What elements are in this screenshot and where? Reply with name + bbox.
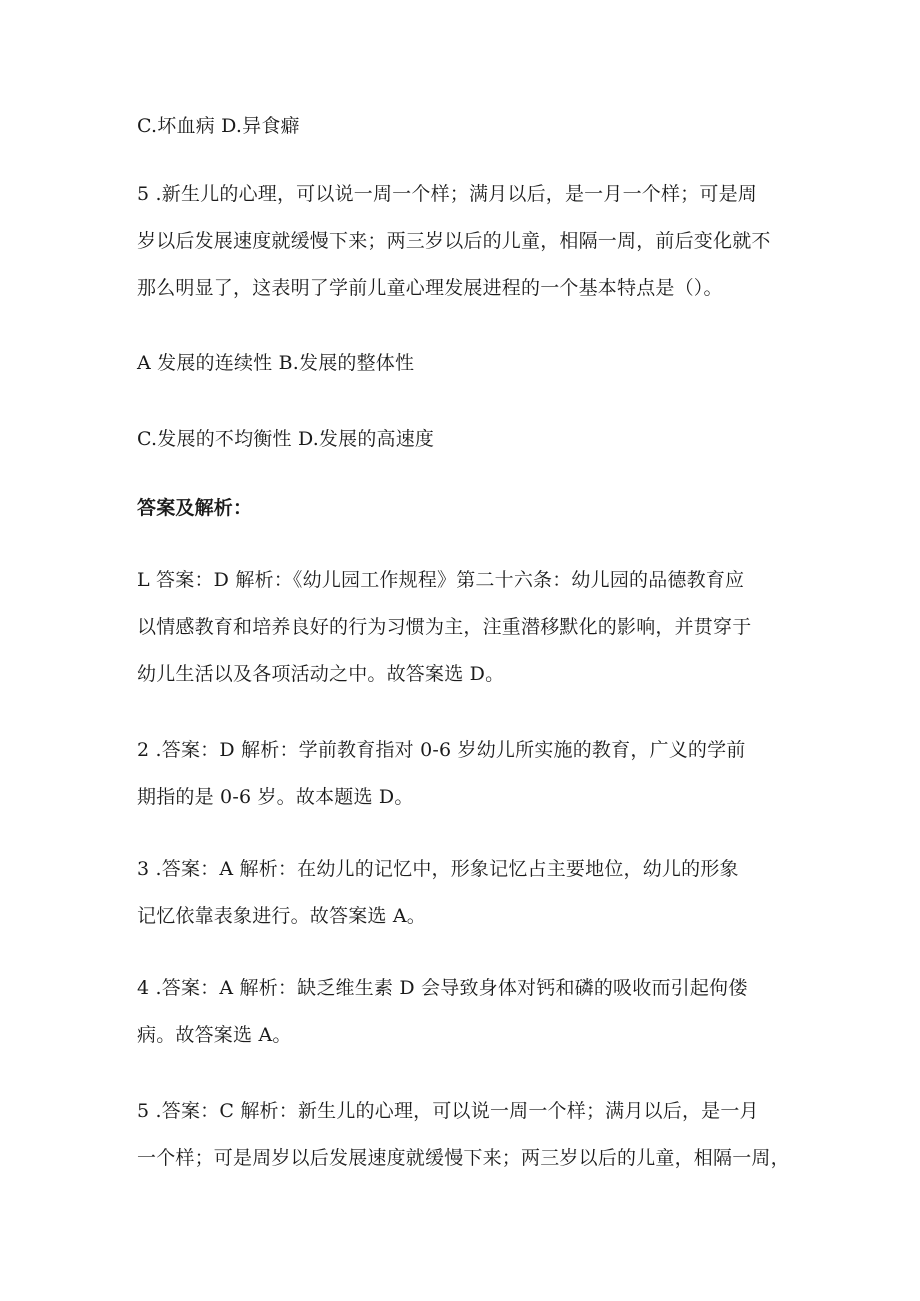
answer-5-line-1: 5 .答案：C 解析：新生儿的心理，可以说一周一个样；满月以后，是一月 — [137, 1100, 759, 1122]
answer-2-line-2: 期指的是 0-6 岁。故本题选 D。 — [137, 786, 414, 808]
answer-1-line-1: L 答案：D 解析：《幼儿园工作规程》第二十六条：幼儿园的品德教育应 — [137, 569, 745, 591]
question-5-stem-line-3: 那么明显了，这表明了学前儿童心理发展进程的一个基本特点是（）。 — [137, 277, 723, 299]
question-4-options-cd: C.坏血病 D.异食癖 — [137, 115, 300, 137]
answer-4-line-1: 4 .答案：A 解析：缺乏维生素 D 会导致身体对钙和磷的吸收而引起佝偻 — [137, 977, 748, 999]
question-5-stem-line-1: 5 .新生儿的心理，可以说一周一个样；满月以后，是一月一个样；可是周 — [137, 183, 757, 205]
answer-4-line-2: 病。故答案选 A。 — [137, 1024, 292, 1046]
question-5-options-ab: A 发展的连续性 B.发展的整体性 — [137, 352, 415, 374]
answer-2-line-1: 2 .答案：D 解析：学前教育指对 0-6 岁幼儿所实施的教育，广义的学前 — [137, 739, 746, 761]
answer-5-line-2: 一个样；可是周岁以后发展速度就缓慢下来；两三岁以后的儿童，相隔一周， — [137, 1147, 790, 1169]
question-5-options-cd: C.发展的不均衡性 D.发展的高速度 — [137, 428, 435, 450]
question-5-stem-line-2: 岁以后发展速度就缓慢下来；两三岁以后的儿童，相隔一周，前后变化就不 — [137, 230, 771, 252]
answer-1-line-2: 以情感教育和培养良好的行为习惯为主，注重潜移默化的影响，并贯穿于 — [137, 616, 752, 638]
answer-1-line-3: 幼儿生活以及各项活动之中。故答案选 D。 — [137, 663, 505, 685]
answer-3-line-1: 3 .答案：A 解析：在幼儿的记忆中，形象记忆占主要地位，幼儿的形象 — [137, 858, 739, 880]
answers-heading: 答案及解析： — [137, 497, 253, 519]
answer-3-line-2: 记忆依靠表象进行。故答案选 A。 — [137, 905, 426, 927]
